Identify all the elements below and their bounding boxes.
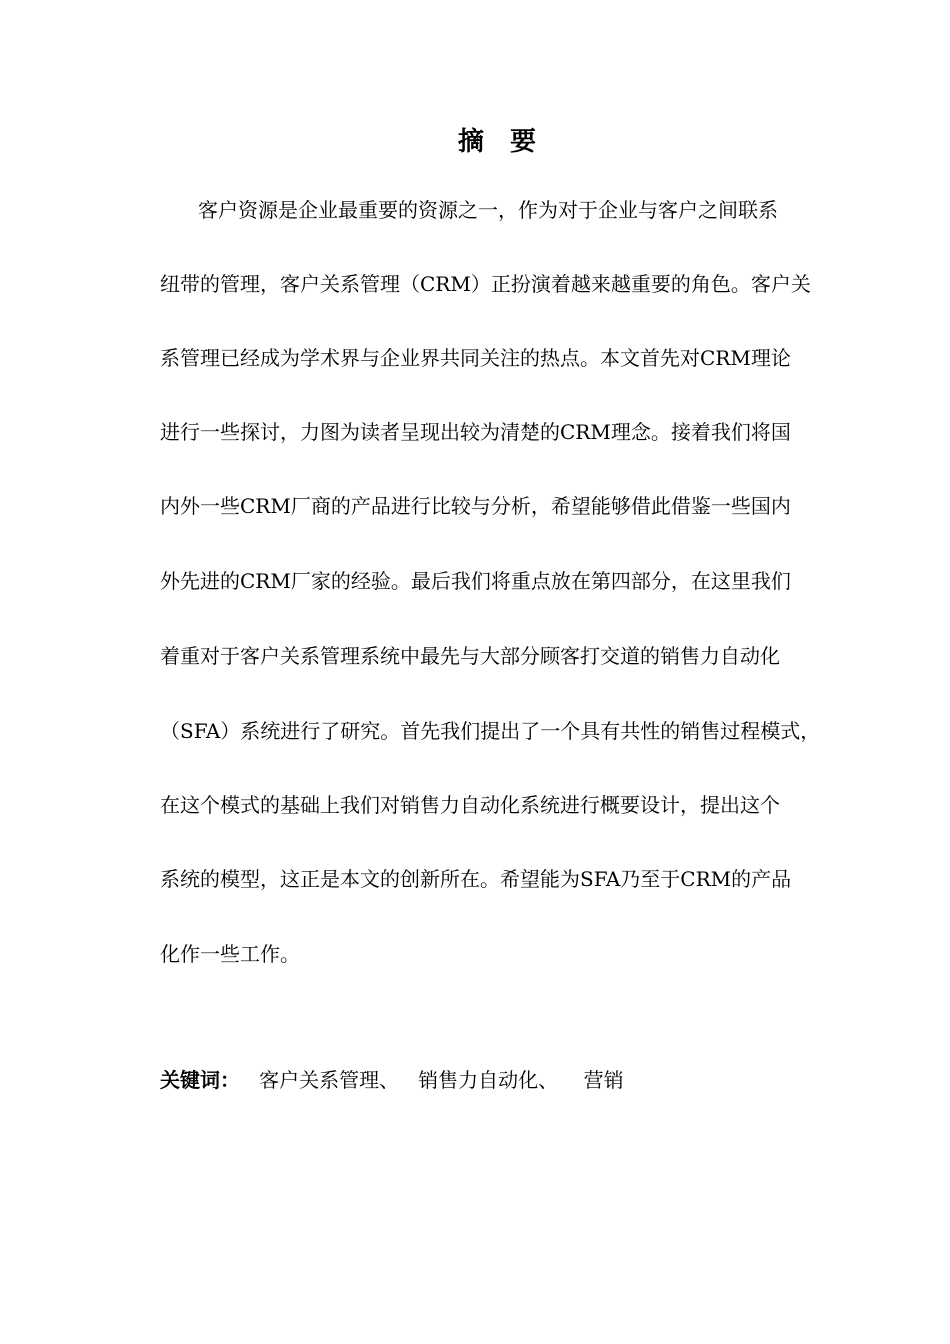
keyword-item: 销售力自动化、: [418, 1068, 559, 1092]
keywords-row: [160, 1066, 624, 1094]
abstract-line-11: 化作一些工作。: [160, 942, 300, 966]
abstract-line-2: 纽带的管理，客户关系管理（CRM）正扮演着越来越重要的角色。客户关: [160, 272, 811, 296]
abstract-line-7: 着重对于客户关系管理系统中最先与大部分顾客打交道的销售力自动化: [160, 644, 780, 668]
keyword-item: 营销: [583, 1068, 624, 1092]
abstract-line-5: 内外一些CRM厂商的产品进行比较与分析，希望能够借此借鉴一些国内: [160, 494, 791, 518]
keyword-item: 客户关系管理、: [259, 1068, 400, 1092]
abstract-title: 摘要: [457, 127, 562, 157]
abstract-line-10: 系统的模型，这正是本文的创新所在。希望能为SFA乃至于CRM的产品: [160, 867, 792, 891]
abstract-line-4: 进行一些探讨，力图为读者呈现出较为清楚的CRM理念。接着我们将国: [160, 420, 791, 444]
keywords-label: 关键词：: [160, 1068, 240, 1092]
abstract-line-8: （SFA）系统进行了研究。首先我们提出了一个具有共性的销售过程模式，: [160, 719, 821, 743]
abstract-line-1: 客户资源是企业最重要的资源之一，作为对于企业与客户之间联系: [198, 198, 778, 222]
abstract-line-3: 系管理已经成为学术界与企业界共同关注的热点。本文首先对CRM理论: [160, 346, 791, 370]
abstract-line-6: 外先进的CRM厂家的经验。最后我们将重点放在第四部分，在这里我们: [160, 569, 791, 593]
abstract-line-9: 在这个模式的基础上我们对销售力自动化系统进行概要设计，提出这个: [160, 793, 780, 817]
